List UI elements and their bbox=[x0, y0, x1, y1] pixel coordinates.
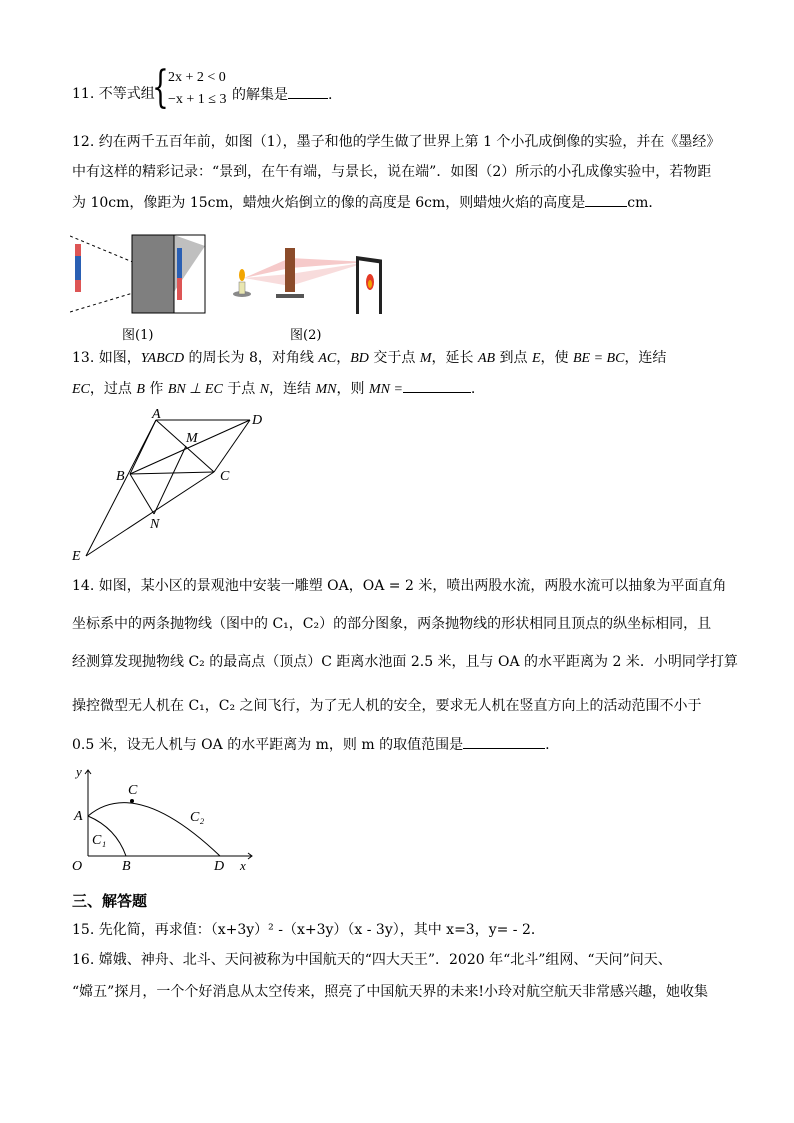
label-c-vertex: C bbox=[128, 783, 138, 798]
q13-line-2 bbox=[72, 378, 475, 400]
inequality-1: 2x + 2 < 0 bbox=[168, 70, 226, 85]
label-c: C bbox=[220, 469, 230, 484]
section-heading: 三、解答题 bbox=[72, 892, 148, 910]
q13-e: E bbox=[531, 351, 541, 366]
q14-line-5-text: 0.5 米，设无人机与 OA 的水平距离为 m，则 m 的取值范围是 bbox=[72, 737, 464, 753]
candle-figure-2 bbox=[228, 232, 388, 314]
label-c1-curve: C₁ bbox=[92, 833, 107, 848]
q13-answer-blank[interactable] bbox=[403, 378, 471, 393]
q12-line-1: 12. 约在两千五百年前，如图（1），墨子和他的学生做了世界上第 1 个小孔成倒像的实验，并在《墨经》 bbox=[72, 134, 721, 150]
label-d: D bbox=[252, 413, 263, 428]
q14-line-5 bbox=[72, 734, 550, 755]
q14-line-3: 经测算发现抛物线 C₂ 的最高点（顶点）C 距离水池面 2.5 米，且与 OA 的水平距离为 2 米．小明同学打算 bbox=[72, 654, 738, 670]
q13-text-7: ，连结 bbox=[624, 350, 667, 366]
q13-text-2: 的周长为 8，对角线 bbox=[184, 350, 319, 366]
pinhole-figure-1 bbox=[70, 232, 210, 316]
q11-number: 11. bbox=[72, 86, 95, 102]
label-d-point: D bbox=[214, 859, 225, 874]
q14-answer-blank[interactable] bbox=[463, 734, 545, 749]
q12-answer-blank[interactable] bbox=[585, 192, 627, 207]
q13-text-6: ，使 bbox=[540, 350, 573, 366]
label-y-axis: y bbox=[76, 764, 82, 779]
label-a-point: A bbox=[74, 809, 83, 824]
q13-m: M bbox=[419, 351, 432, 366]
q11-answer-blank[interactable] bbox=[288, 84, 328, 99]
parabola-figure bbox=[70, 764, 260, 874]
q11-end: . bbox=[328, 87, 333, 103]
question-15: 15. 先化简，再求值：（x+3y）² -（x+3y）（x - 3y），其中 x=3，y= - 2． bbox=[72, 922, 545, 938]
vertex-point bbox=[130, 799, 134, 803]
q14-line-1: 14. 如图，某小区的景观池中安装一雕塑 OA，OA = 2 米，喷出两股水流，两股水流可以抽象为平面直角 bbox=[72, 578, 727, 594]
q12-line-2: 中有这样的精彩记录：“景到，在午有端，与景长，说在端”．如图（2）所示的小孔成像实验中，若物距 bbox=[72, 164, 712, 180]
q13-bn-perp: BN ⊥ EC bbox=[167, 382, 223, 397]
inequality-system bbox=[150, 62, 240, 114]
q12-line-3 bbox=[72, 192, 662, 213]
label-n: N bbox=[150, 517, 160, 532]
q12-line-3-text: 为 10cm，像距为 15cm，蜡烛火焰倒立的像的高度是 6cm，则蜡烛火焰的高度是 bbox=[72, 195, 586, 211]
q16-line-2: “嫦五”探月，一个个好消息从太空传来，照亮了中国航天界的未来!小玲对航空航天非常感兴趣，她收集 bbox=[72, 984, 708, 1000]
q13-ab: AB bbox=[477, 351, 496, 366]
q12-unit: cm． bbox=[627, 195, 663, 211]
q13-ec: EC bbox=[72, 382, 90, 397]
label-a: A bbox=[152, 408, 161, 422]
q14-end: . bbox=[545, 737, 550, 753]
question-11 bbox=[72, 84, 155, 104]
label-x-axis: x bbox=[240, 858, 246, 873]
q13-mn-eq: MN = bbox=[368, 382, 403, 397]
q13-be-bc: BE = BC bbox=[572, 351, 625, 366]
q14-line-2: 坐标系中的两条抛物线（图中的 C₁，C₂）的部分图象，两条抛物线的形状相同且顶点的纵坐标相同，且 bbox=[72, 616, 712, 632]
q13-text-12: ，则 bbox=[336, 381, 369, 397]
q11-lead: 不等式组 bbox=[98, 86, 155, 102]
label-origin: O bbox=[72, 859, 83, 874]
q13-comma: ， bbox=[336, 350, 351, 366]
q13-end: . bbox=[470, 381, 476, 397]
q13-bd: BD bbox=[350, 351, 369, 366]
q13-n: N bbox=[259, 382, 270, 397]
label-e: E bbox=[72, 549, 81, 564]
q13-ac: AC bbox=[318, 351, 337, 366]
q13-text-10: 于点 bbox=[222, 381, 260, 397]
brace-symbol: { bbox=[152, 62, 169, 113]
q13-parallelogram: YABCD bbox=[140, 351, 185, 366]
label-c2-curve: C₂ bbox=[190, 810, 205, 825]
q16-line-1: 16. 嫦娥、神舟、北斗、天问被称为中国航天的“四大天王”．2020 年“北斗”组网、“天问”问天、 bbox=[72, 952, 672, 968]
q13-b: B bbox=[136, 382, 145, 397]
parallelogram-figure bbox=[70, 408, 280, 564]
label-m: M bbox=[186, 431, 198, 446]
q13-text-4: ，延长 bbox=[431, 350, 478, 366]
label-b: B bbox=[116, 469, 125, 484]
q13-text-8: ，过点 bbox=[89, 381, 137, 397]
q13-text-3: 交于点 bbox=[368, 350, 420, 366]
q13-text-5: 到点 bbox=[495, 350, 532, 366]
figure-1-caption: 图(1) bbox=[122, 328, 154, 343]
q13-mn: MN bbox=[315, 382, 337, 397]
q13-text-1: 13. 如图， bbox=[72, 350, 141, 366]
q14-line-4: 操控微型无人机在 C₁，C₂ 之间飞行，为了无人机的安全，要求无人机在竖直方向上的活动范围不小于 bbox=[72, 698, 702, 714]
label-b-point: B bbox=[122, 859, 131, 874]
q11-tail-text: 的解集是 bbox=[232, 87, 288, 103]
q13-text-11: ，连结 bbox=[269, 381, 316, 397]
q13-line-1 bbox=[72, 348, 666, 369]
inequality-2: −x + 1 ≤ 3 bbox=[168, 92, 227, 107]
figure-2-caption: 图(2) bbox=[290, 328, 322, 343]
q11-tail bbox=[232, 84, 332, 105]
q13-text-9: 作 bbox=[144, 381, 168, 397]
